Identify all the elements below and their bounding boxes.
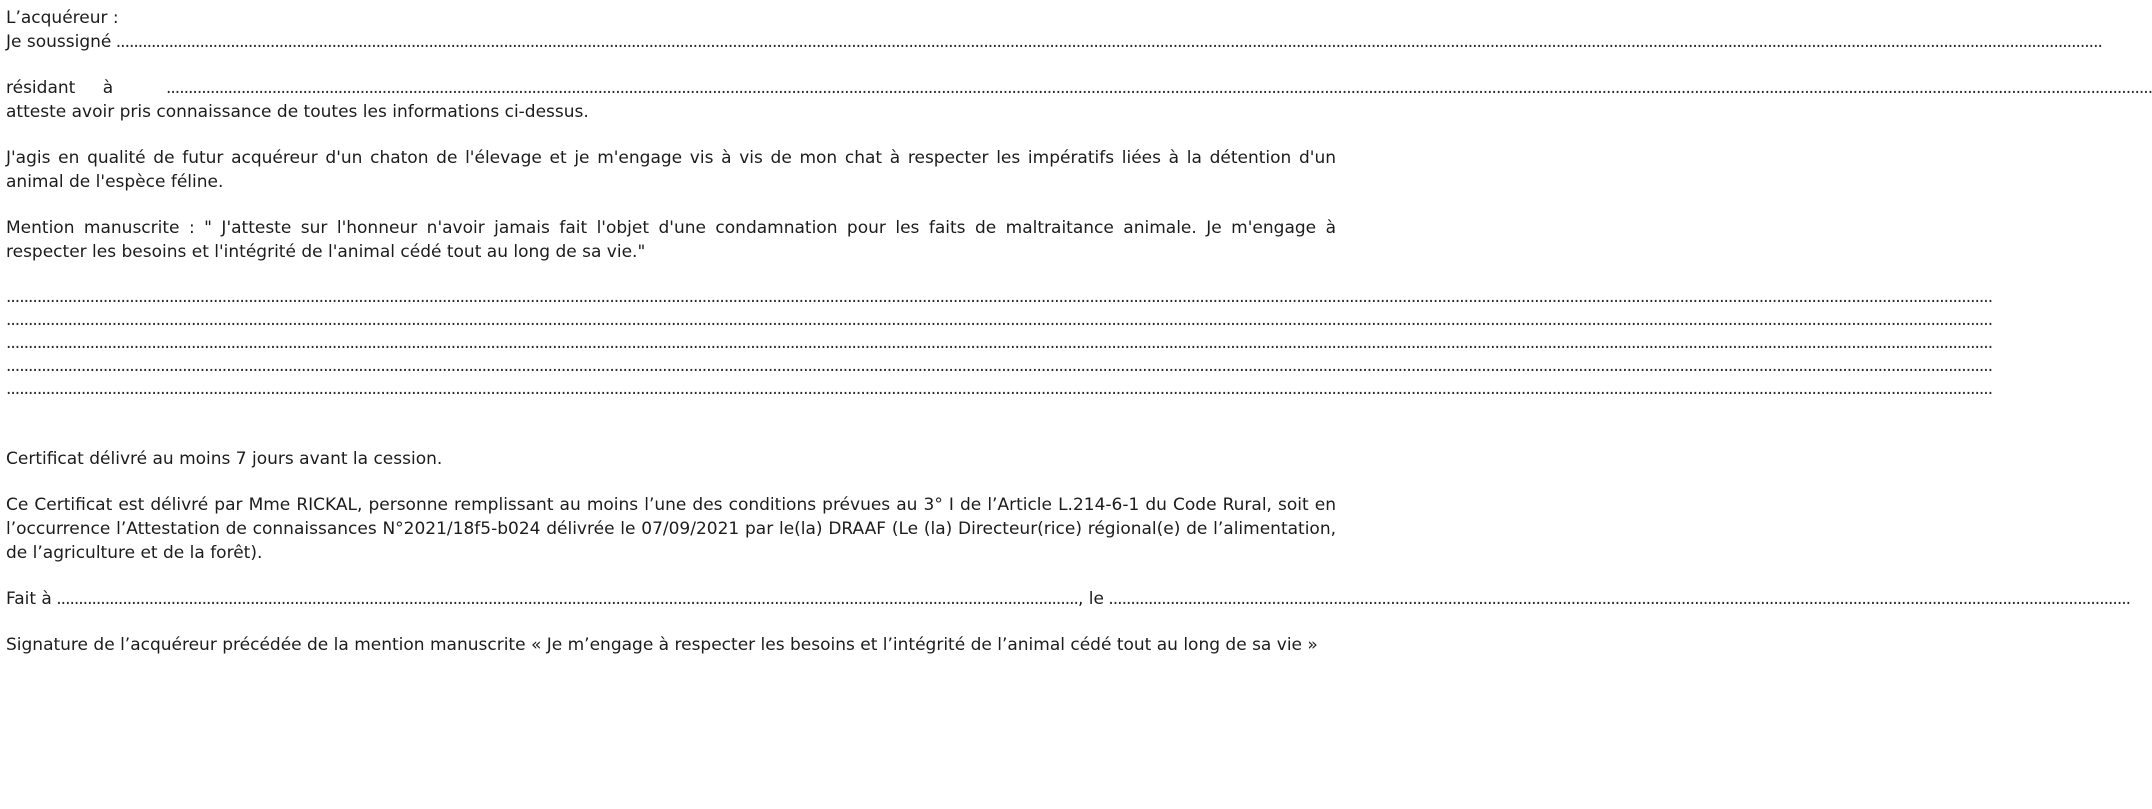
undersigned-dotted-blank[interactable]: ................................................................................................................................................................................................................................................................................................................................................................................................................................................................... xyxy=(111,32,2102,52)
dotted-line[interactable]: ................................................................................................................................................................................................................................................................................................................................................................................................................................................................... xyxy=(6,356,1993,376)
dotted-line[interactable]: ................................................................................................................................................................................................................................................................................................................................................................................................................................................................... xyxy=(6,287,1993,307)
dotted-line[interactable]: ................................................................................................................................................................................................................................................................................................................................................................................................................................................................... xyxy=(6,379,1993,399)
undersigned-field[interactable] xyxy=(6,30,2102,54)
delivery-note: Certificat délivré au moins 7 jours avant la cession. xyxy=(6,449,443,469)
place-dotted-blank[interactable]: ........................................................................................................................................................................................................................................ xyxy=(51,589,1078,609)
engagement-paragraph: J'agis en qualité de futur acquéreur d'un chaton de l'élevage et je m'engage vis à vis de mon chat à respecter les impératifs liées à la détention d'un animal de l'espèce féline. xyxy=(6,148,1336,192)
residence-dotted-blank[interactable]: ................................................................................................................................................................................................................................................................................................................................................................................................................................................................... xyxy=(166,78,2152,98)
date-label: , le xyxy=(1077,589,1104,609)
signature-instruction: Signature de l’acquéreur précédée de la mention manuscrite « Je m’engage à respecter les besoins et l’intégrité de l’animal cédé tout au long de sa vie » xyxy=(6,635,1318,655)
handwritten-mention-paragraph: Mention manuscrite : " J'atteste sur l'honneur n'avoir jamais fait l'objet d'une condamnation pour les faits de maltraitance animale. Je m'engage à respecter les besoins et l'intégrité de l'animal cédé tout au long de sa vie." xyxy=(6,218,1336,262)
certificate-page xyxy=(6,6,2152,657)
buyer-heading: L’acquéreur : xyxy=(6,8,119,28)
residence-field[interactable] xyxy=(6,76,2152,100)
place-date-field[interactable] xyxy=(6,587,2131,611)
dotted-line[interactable]: ................................................................................................................................................................................................................................................................................................................................................................................................................................................................... xyxy=(6,333,1993,353)
place-label: Fait à xyxy=(6,589,52,609)
handwritten-dotted-area[interactable] xyxy=(6,286,1993,401)
dotted-line[interactable]: ................................................................................................................................................................................................................................................................................................................................................................................................................................................................... xyxy=(6,310,1993,330)
date-dotted-blank[interactable]: ........................................................................................................................................................................................................................................ xyxy=(1103,589,2131,609)
residence-label: résidant à xyxy=(6,78,114,98)
acknowledge-text: atteste avoir pris connaissance de toutes les informations ci-dessus. xyxy=(6,102,589,122)
issuer-statement: Ce Certificat est délivré par Mme RICKAL, personne remplissant au moins l’une des conditions prévues au 3° I de l’Article L.214-6-1 du Code Rural, soit en l’occurrence l’Attestation de connaissances N°2021/18f5-b024 délivrée le 07/09/2021 par le(la) DRAAF (Le (la) Directeur(rice) régional(e) de l’alimentation, de l’agriculture et de la forêt). xyxy=(6,495,1336,563)
undersigned-label: Je soussigné xyxy=(6,32,112,52)
